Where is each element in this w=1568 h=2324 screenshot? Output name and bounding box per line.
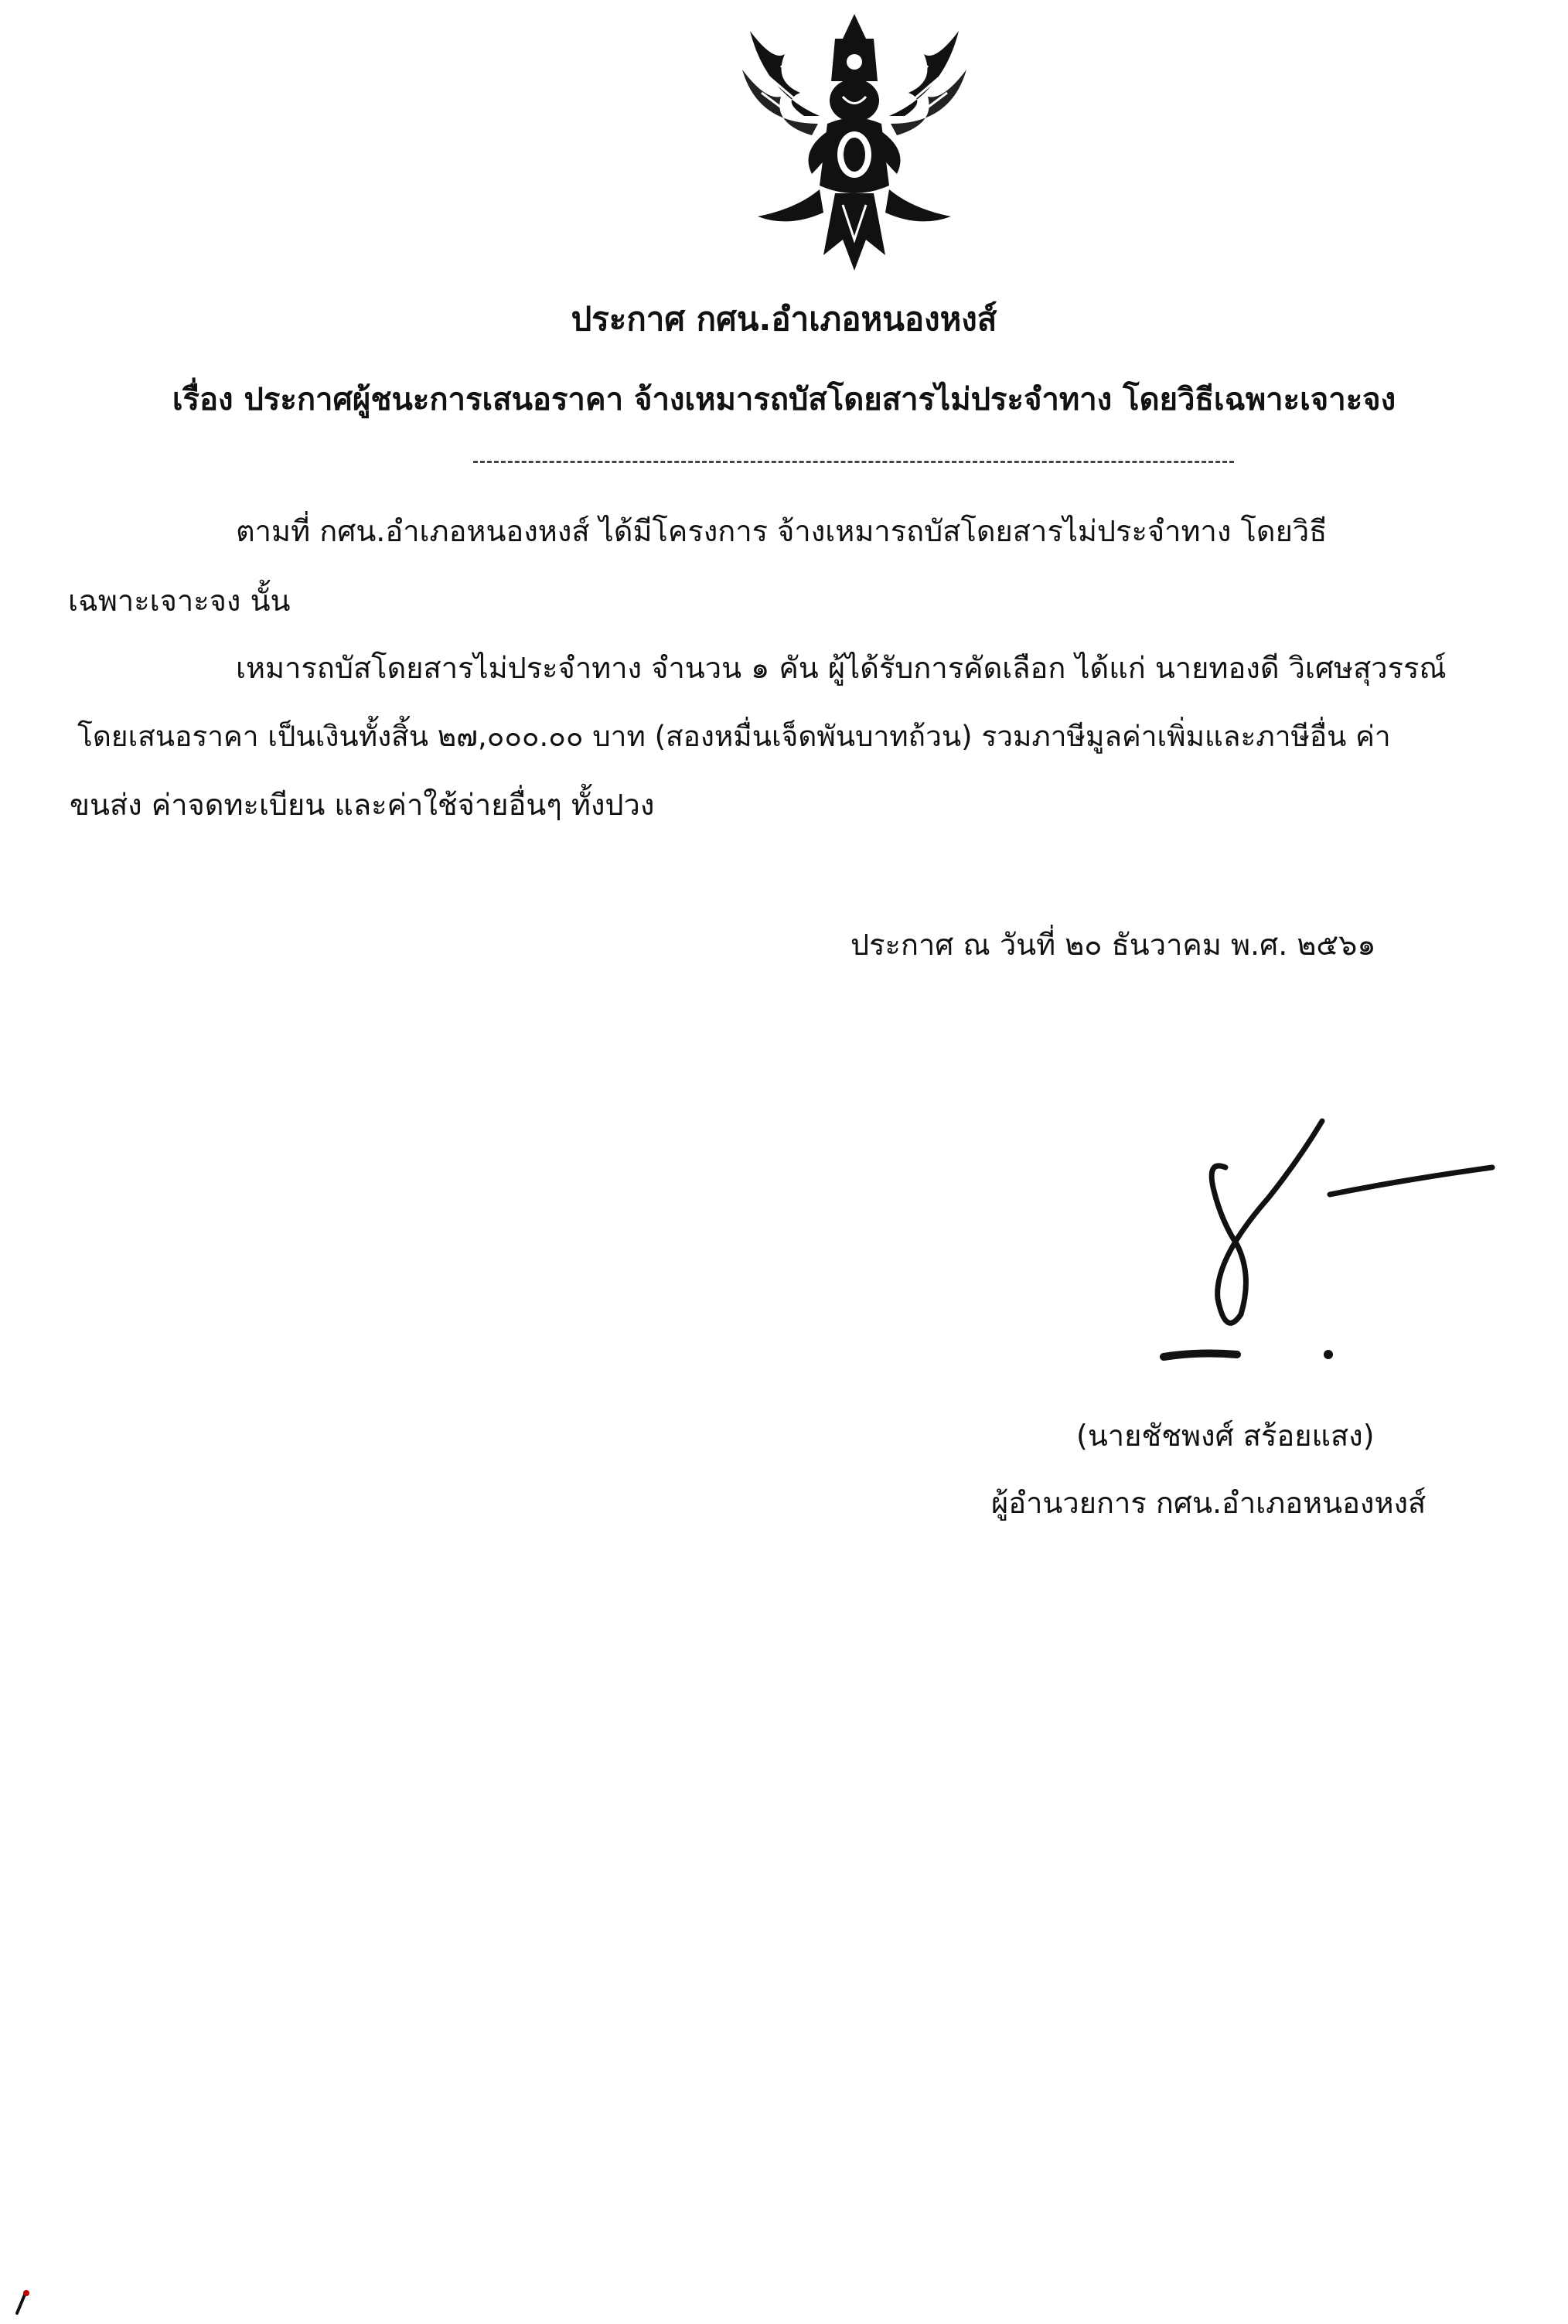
paragraph-2-line-1: เหมารถบัสโดยสารไม่ประจำทาง จำนวน ๑ คัน ผู้ได้รับการคัดเลือก ได้แก่ นายทองดี วิเศษสุวรรณ์ — [236, 651, 1447, 685]
announcement-subject: เรื่อง ประกาศผู้ชนะการเสนอราคา จ้างเหมารถบัสโดยสารไม่ประจำทาง โดยวิธีเฉพาะเจาะจง — [172, 382, 1396, 417]
signer-title: ผู้อำนวยการ กศน.อำเภอหนองหงส์ — [991, 1486, 1427, 1520]
signer-name: (นายชัชพงศ์ สร้อยแสง) — [1076, 1419, 1375, 1453]
scan-mark — [14, 2288, 31, 2316]
paragraph-2-line-3: ขนส่ง ค่าจดทะเบียน และค่าใช้จ่ายอื่นๆ ทั้งปวง — [70, 788, 655, 822]
announcement-date: ประกาศ ณ วันที่ ๒๐ ธันวาคม พ.ศ. ๒๕๖๑ — [850, 928, 1376, 962]
handwritten-signature — [1152, 1106, 1508, 1368]
page-title: ประกาศ กศน.อำเภอหนองหงส์ — [571, 300, 997, 338]
garuda-emblem-icon — [727, 8, 982, 286]
title-divider — [473, 461, 1234, 463]
paragraph-1-line-1: ตามที่ กศน.อำเภอหนองหงส์ ได้มีโครงการ จ้างเหมารถบัสโดยสารไม่ประจำทาง โดยวิธี — [236, 514, 1328, 548]
paragraph-2-line-2: โดยเสนอราคา เป็นเงินทั้งสิ้น ๒๗,๐๐๐.๐๐ บาท (สองหมื่นเจ็ดพันบาทถ้วน) รวมภาษีมูลค่าเพิ่มและภาษีอื่น ค่า — [77, 720, 1391, 753]
paragraph-1-line-2: เฉพาะเจาะจง นั้น — [68, 584, 291, 618]
